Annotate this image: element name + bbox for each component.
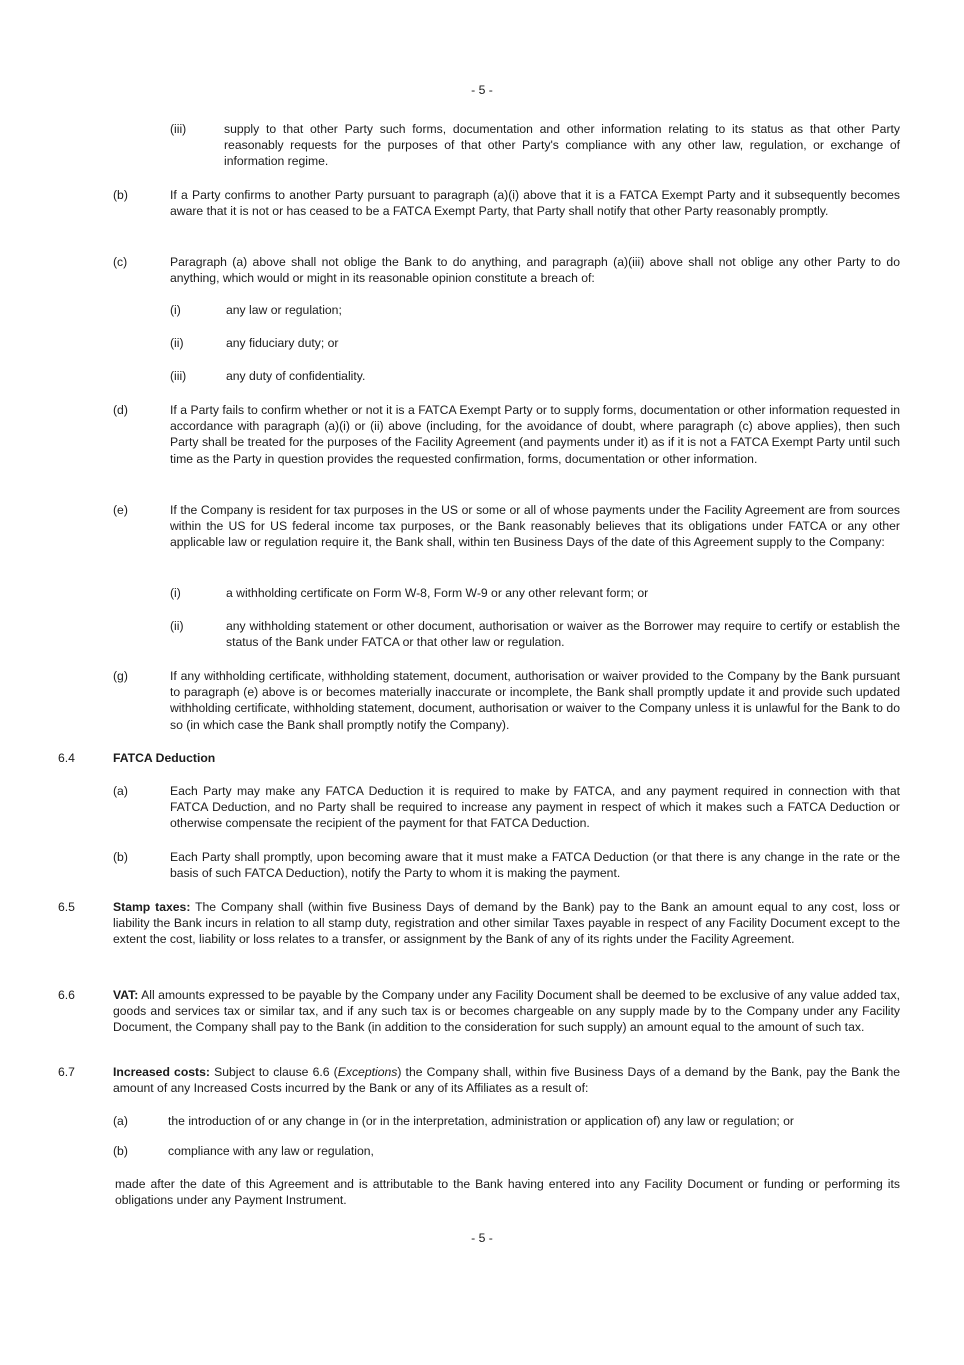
section-6-6-number: 6.6 — [58, 988, 75, 1002]
para-e-item-text: any withholding statement or other document, authorisation or waiver as the Borrower may require to certify or establish the status of the Bank under FATCA or that other law or regulation. — [226, 619, 900, 650]
section-6-7-b-text: compliance with any law or regulation, — [168, 1144, 374, 1158]
section-6-4-a-label: (a) — [113, 784, 128, 798]
section-6-7-number: 6.7 — [58, 1065, 75, 1079]
section-6-6-title: VAT: — [113, 988, 139, 1002]
para-d-label: (d) — [113, 403, 128, 417]
section-6-7-text-before: Subject to clause 6.6 ( — [214, 1065, 338, 1079]
section-6-7-text-italic: Exceptions — [337, 1065, 398, 1079]
para-d-text: If a Party fails to confirm whether or not it is a FATCA Exempt Party or to supply forms, documentation or other information requested in accordance with paragraph (a)(i) or (ii) above (including, for the avoidance of doubt, where paragraph (c) above applies), then such Party shall be treated for the purposes of the Facility Agreement (and payments under it) as if it is not a FATCA Exempt Party until such time as the Party in question provides the requested confirmation, forms, documentation or other information. — [170, 403, 900, 466]
para-c-item-text: any law or regulation; — [226, 303, 342, 317]
section-6-4-b-text: Each Party shall promptly, upon becoming aware that it must make a FATCA Deduction (or that there is any change in the rate or the basis of such FATCA Deduction), notify the Party to whom it is making the payment. — [170, 850, 900, 881]
para-b-text: If a Party confirms to another Party pursuant to paragraph (a)(i) above that it is a FATCA Exempt Party and it subsequently becomes aware that it is not or has ceased to be a FATCA Exempt Party, that Party shall notify that other Party reasonably promptly. — [170, 188, 900, 219]
para-e-item-label: (i) — [170, 586, 181, 600]
page-number-bottom: - 5 - — [471, 1231, 493, 1245]
para-e-label: (e) — [113, 503, 128, 517]
para-c-item-label: (ii) — [170, 336, 184, 350]
para-c-text: Paragraph (a) above shall not oblige the Bank to do anything, and paragraph (a)(iii) above shall not oblige any other Party to do anything, which would or might in its reasonable opinion constitute a breach of: — [170, 255, 900, 286]
para-c-item-text: any duty of confidentiality. — [226, 369, 366, 383]
para-c-item-label: (i) — [170, 303, 181, 317]
section-6-7-a-text: the introduction of or any change in (or in the interpretation, administration or application of) any law or regulation; or — [168, 1114, 794, 1128]
para-b-label: (b) — [113, 188, 128, 202]
section-6-7-title: Increased costs: — [113, 1065, 210, 1079]
item-iii-text: supply to that other Party such forms, documentation and other information relating to its status as that other Party reasonably requests for the purposes of that other Party's compliance with any other law, regulation, or exchange of information regime. — [224, 122, 900, 169]
section-6-4-a-text: Each Party may make any FATCA Deduction it is required to make by FATCA, and any payment required in connection with that FATCA Deduction, and no Party shall be required to increase any payment in respect of which it makes such a FATCA Deduction or otherwise compensate the recipient of the payment for that FATCA Deduction. — [170, 784, 900, 831]
para-c-item-label: (iii) — [170, 369, 187, 383]
section-6-5-title: Stamp taxes: — [113, 900, 191, 914]
section-6-5-number: 6.5 — [58, 900, 75, 914]
section-6-7-body — [113, 1064, 900, 1096]
para-e-item-text: a withholding certificate on Form W-8, Form W-9 or any other relevant form; or — [226, 586, 649, 600]
section-6-7-a-label: (a) — [113, 1114, 128, 1128]
para-g-label: (g) — [113, 669, 128, 683]
section-6-7-closing — [115, 1176, 900, 1208]
para-e-text: If the Company is resident for tax purposes in the US or some or all of whose payments under the Facility Agreement are from sources within the US for US federal income tax purposes, or the Bank reasonably believes that its obligations under FATCA or any other applicable law or regulation require it, the Bank shall, within ten Business Days of the date of this Agreement supply to the Company: — [170, 503, 900, 550]
section-6-6-text: All amounts expressed to be payable by the Company under any Facility Document shall be deemed to be exclusive of any value added tax, goods and services tax or similar tax, and if any such tax is or becomes chargeable on any supply made by to the Company under any Facility Document, the Company shall pay to the Bank (in addition to the consideration for such supply) an amount equal to the amount of such tax. — [113, 988, 900, 1035]
section-6-6-body — [113, 987, 900, 1036]
section-6-7-closing-text: made after the date of this Agreement and is attributable to the Bank having entered into any Facility Document or funding or performing its obligations under any Payment Instrument. — [115, 1177, 900, 1208]
section-6-4-title: FATCA Deduction — [113, 751, 216, 765]
para-c-item-text: any fiduciary duty; or — [226, 336, 339, 350]
section-6-5-body — [113, 899, 900, 948]
item-iii-label: (iii) — [170, 122, 187, 136]
section-6-4-b-label: (b) — [113, 850, 128, 864]
section-6-5-text: The Company shall (within five Business Days of demand by the Bank) pay to the Bank an amount equal to any cost, loss or liability the Bank incurs in relation to all stamp duty, registration and other similar Taxes payable in respect of any Facility Document except to the extent the cost, liability or loss relates to a transfer, or assignment by the Bank of any of its rights under the Facility Agreement. — [113, 900, 900, 947]
para-g-text: If any withholding certificate, withholding statement, document, authorisation or waiver provided to the Company by the Bank pursuant to paragraph (e) above is or becomes materially inaccurate or incomplete, the Bank shall promptly update it and provide such updated withholding certificate, withholding statement, document, authorisation or waiver to the Company unless it is unlawful for the Bank to do so (in which case the Bank shall promptly notify the Company). — [170, 669, 900, 732]
para-e-item-label: (ii) — [170, 619, 184, 633]
section-6-7-text-after: ) the Company shall, within five Business Days of a demand by the Bank, pay the Bank the amount of any Increased Costs incurred by the Bank or any of its Affiliates as a result of: — [113, 1065, 900, 1096]
para-c-label: (c) — [113, 255, 128, 269]
section-6-4-number: 6.4 — [58, 751, 75, 765]
page-number-top: - 5 - — [471, 83, 493, 97]
section-6-7-b-label: (b) — [113, 1144, 128, 1158]
